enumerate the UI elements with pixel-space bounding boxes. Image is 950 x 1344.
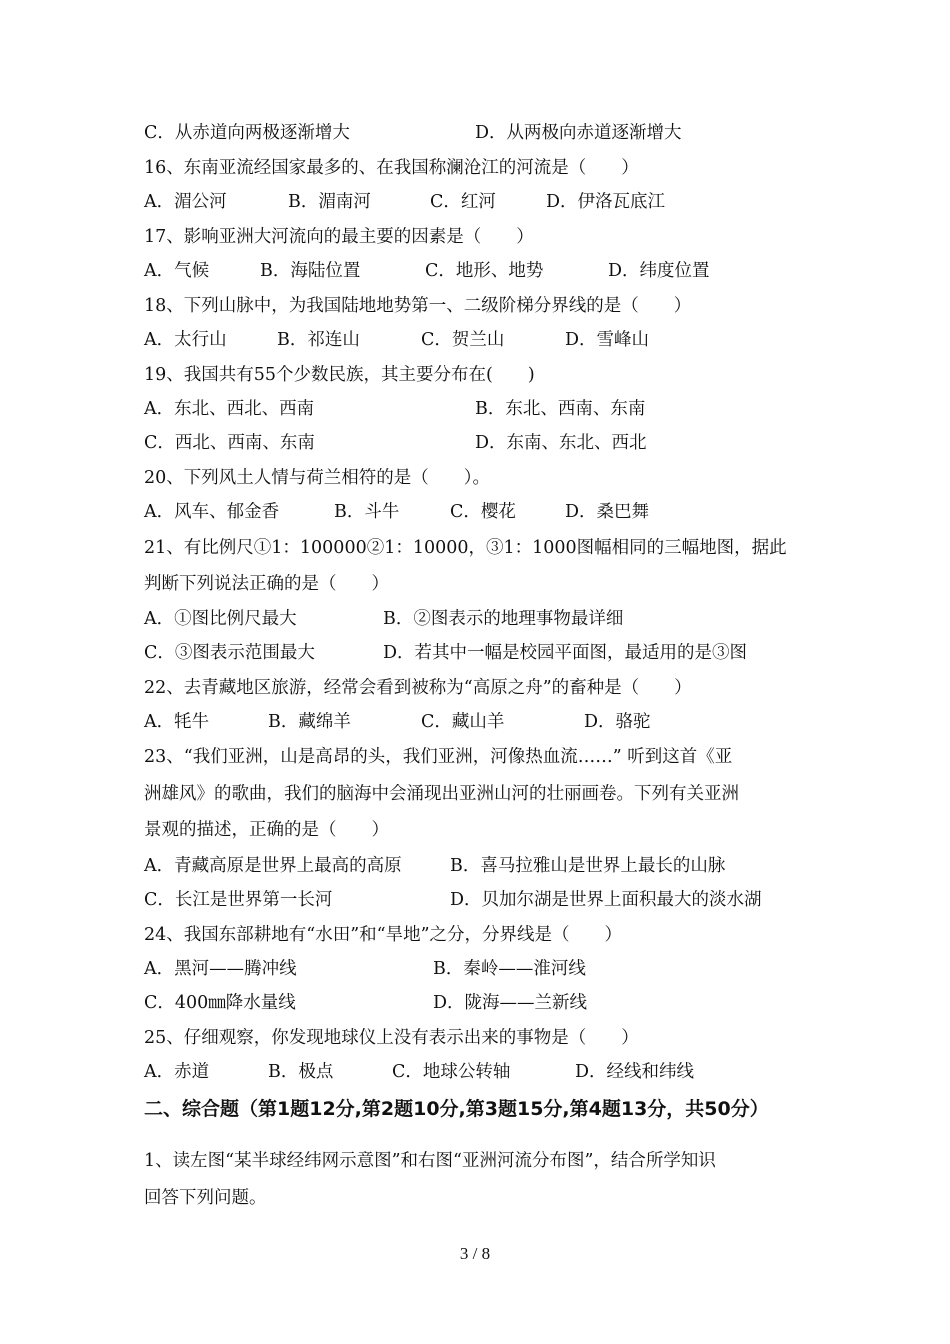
q25-option-a: A．赤道 — [144, 1062, 210, 1082]
q16-stem: 16、东南亚流经国家最多的、在我国称澜沧江的河流是（ ） — [144, 158, 639, 178]
q21-option-b: B．②图表示的地理事物最详细 — [383, 609, 624, 629]
q20-option-b: B．斗牛 — [334, 502, 400, 522]
q19-stem: 19、我国共有55个少数民族，其主要分布在( ) — [144, 365, 535, 385]
q17-option-d: D．纬度位置 — [608, 261, 710, 281]
q19-option-a: A．东北、西北、西南 — [144, 399, 315, 419]
q21-option-a: A．①图比例尺最大 — [144, 609, 297, 629]
q16-option-d: D．伊洛瓦底江 — [546, 192, 666, 212]
q24-option-d: D．陇海——兰新线 — [433, 993, 588, 1013]
q22-option-a: A．牦牛 — [144, 712, 210, 732]
q17-stem: 17、影响亚洲大河流向的最主要的因素是（ ） — [144, 227, 534, 247]
q17-option-c: C．地形、地势 — [425, 261, 544, 281]
q21-stem-line2: 判断下列说法正确的是（ ） — [144, 574, 389, 594]
q23-stem-line3: 景观的描述，正确的是（ ） — [144, 820, 389, 840]
q15-option-d: D．从两极向赤道逐渐增大 — [475, 123, 682, 143]
q24-option-b: B．秦岭——淮河线 — [433, 959, 586, 979]
q22-option-c: C．藏山羊 — [421, 712, 505, 732]
q16-option-b: B．湄南河 — [288, 192, 371, 212]
q18-option-a: A．太行山 — [144, 330, 227, 350]
q20-stem: 20、下列风土人情与荷兰相符的是（ ）。 — [144, 468, 491, 488]
q20-option-a: A．风车、郁金香 — [144, 502, 280, 522]
page-number: 3 / 8 — [459, 1244, 491, 1263]
q22-option-b: B．藏绵羊 — [268, 712, 351, 732]
q23-stem-line1: 23、“我们亚洲，山是高昂的头，我们亚洲，河像热血流……” 听到这首《亚 — [144, 747, 733, 767]
q18-stem: 18、下列山脉中，为我国陆地地势第一、二级阶梯分界线的是（ ） — [144, 296, 692, 316]
q24-option-c: C．400㎜降水量线 — [144, 993, 296, 1013]
q23-option-a: A．青藏高原是世界上最高的高原 — [144, 856, 402, 876]
q21-stem-line1: 21、有比例尺①1：100000②1：10000，③1：1000图幅相同的三幅地图，据此 — [144, 538, 787, 558]
q22-option-d: D．骆驼 — [584, 712, 651, 732]
section2-q1-line1: 1、读左图“某半球经纬网示意图”和右图“亚洲河流分布图”，结合所学知识 — [144, 1151, 716, 1171]
q25-stem: 25、仔细观察，你发现地球仪上没有表示出来的事物是（ ） — [144, 1028, 639, 1048]
q23-stem-line2: 洲雄风》的歌曲，我们的脑海中会涌现出亚洲山河的壮丽画卷。下列有关亚洲 — [144, 784, 739, 804]
q21-option-c: C．③图表示范围最大 — [144, 643, 315, 663]
q23-option-d: D．贝加尔湖是世界上面积最大的淡水湖 — [450, 890, 762, 910]
q25-option-c: C．地球公转轴 — [392, 1062, 511, 1082]
q19-option-b: B．东北、西南、东南 — [475, 399, 646, 419]
q19-option-c: C．西北、西南、东南 — [144, 433, 315, 453]
q24-option-a: A．黑河——腾冲线 — [144, 959, 297, 979]
q21-option-d: D．若其中一幅是校园平面图，最适用的是③图 — [383, 643, 748, 663]
q23-option-b: B．喜马拉雅山是世界上最长的山脉 — [450, 856, 726, 876]
q18-option-b: B．祁连山 — [277, 330, 360, 350]
q25-option-b: B．极点 — [268, 1062, 334, 1082]
q20-option-c: C．樱花 — [450, 502, 516, 522]
q20-option-d: D．桑巴舞 — [565, 502, 650, 522]
q25-option-d: D．经线和纬线 — [575, 1062, 695, 1082]
q19-option-d: D．东南、东北、西北 — [475, 433, 647, 453]
q16-option-a: A．湄公河 — [144, 192, 227, 212]
q24-stem: 24、我国东部耕地有“水田”和“旱地”之分，分界线是（ ） — [144, 925, 623, 945]
q18-option-d: D．雪峰山 — [565, 330, 650, 350]
q23-option-c: C．长江是世界第一长河 — [144, 890, 333, 910]
q22-stem: 22、去青藏地区旅游，经常会看到被称为“高原之舟”的畜种是（ ） — [144, 678, 692, 698]
section-2-heading: 二、综合题（第1题12分,第2题10分,第3题15分,第4题13分，共50分） — [144, 1098, 769, 1120]
q17-option-b: B．海陆位置 — [260, 261, 361, 281]
section2-q1-line2: 回答下列问题。 — [144, 1188, 267, 1208]
q15-option-c: C．从赤道向两极逐渐增大 — [144, 123, 350, 143]
q16-option-c: C．红河 — [430, 192, 496, 212]
q18-option-c: C．贺兰山 — [421, 330, 505, 350]
q17-option-a: A．气候 — [144, 261, 210, 281]
